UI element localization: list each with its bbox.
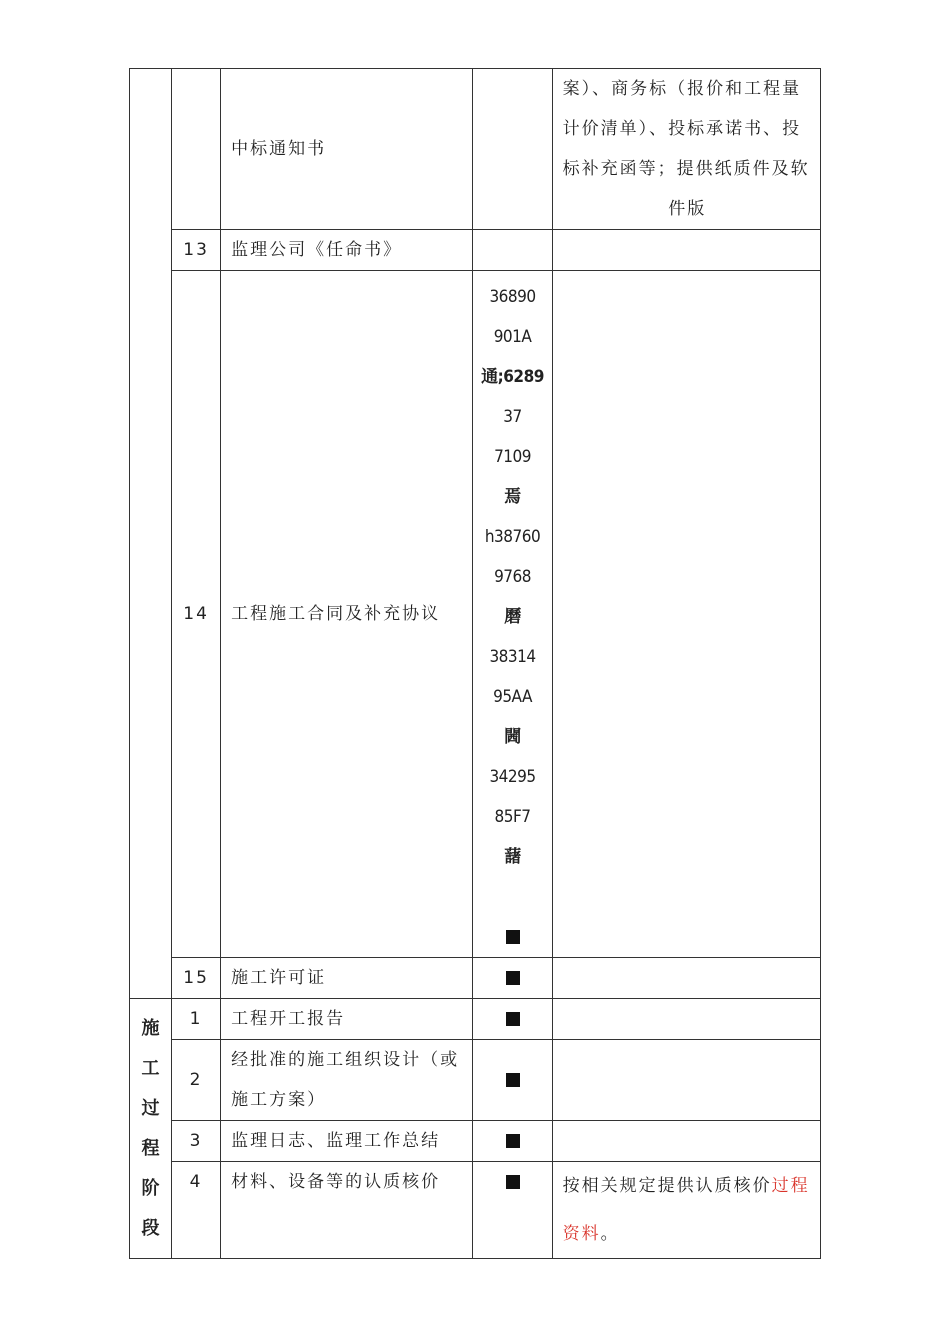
code-line: 焉	[504, 487, 521, 507]
code-cell	[473, 271, 552, 958]
item-name: 工程施工合同及补充协议	[221, 271, 473, 958]
item-name	[221, 1040, 473, 1121]
stage-label: 施 工 过 程 阶 段	[141, 1017, 160, 1239]
note-line: 件版	[668, 199, 707, 219]
item-name: 材料、设备等的认质核价	[221, 1162, 473, 1259]
item-name: 工程开工报告	[221, 999, 473, 1040]
item-name-line: 经批准的施工组织设计（或	[231, 1050, 460, 1070]
note-text	[563, 69, 812, 229]
code-line: 閪	[504, 727, 521, 747]
filled-square-icon	[473, 917, 551, 957]
table-row	[130, 230, 821, 271]
item-name: 监理公司《任命书》	[221, 230, 473, 271]
item-note	[552, 999, 820, 1040]
item-name: 中标通知书	[221, 69, 473, 230]
table-row	[130, 271, 821, 958]
code-list	[473, 277, 551, 957]
row-number	[172, 69, 221, 230]
code-cell	[473, 1162, 552, 1259]
note-text: 按相关规定提供认质核价过程 资料。	[562, 1176, 810, 1244]
code-line: 34295	[489, 767, 536, 787]
highlighted-text: 资料	[562, 1224, 601, 1244]
row-number: 15	[172, 958, 221, 999]
code-cell	[473, 1040, 552, 1121]
filled-square-icon	[506, 1134, 520, 1148]
code-cell	[473, 230, 552, 271]
code-cell	[473, 999, 552, 1040]
item-note	[552, 230, 820, 271]
table-row	[130, 958, 821, 999]
note-line: 计价清单）、投标承诺书、投	[562, 119, 802, 139]
code-line: h38760	[484, 527, 541, 547]
code-cell	[473, 958, 552, 999]
table-row	[130, 1040, 821, 1121]
row-number: 2	[172, 1040, 221, 1121]
highlighted-text: 过程	[771, 1176, 810, 1196]
item-name: 监理日志、监理工作总结	[221, 1121, 473, 1162]
table-row	[130, 1121, 821, 1162]
filled-square-icon	[506, 1175, 520, 1189]
item-name: 施工许可证	[221, 958, 473, 999]
item-note	[552, 69, 820, 230]
code-line: 38314	[489, 647, 536, 667]
code-cell	[473, 1121, 552, 1162]
note-line: 案）、商务标（报价和工程量	[562, 79, 802, 99]
code-line: 85F7	[494, 807, 531, 827]
stage-cell	[130, 999, 172, 1259]
code-line: 7109	[494, 447, 531, 467]
item-name-line: 施工方案）	[231, 1090, 327, 1110]
item-note	[552, 1040, 820, 1121]
filled-square-icon	[506, 971, 520, 985]
code-cell	[473, 69, 552, 230]
table-row	[130, 999, 821, 1040]
stage-cell-blank	[130, 69, 172, 999]
code-line: 9768	[494, 567, 531, 587]
code-line: 36890	[489, 287, 536, 307]
row-number: 3	[172, 1121, 221, 1162]
row-number: 1	[172, 999, 221, 1040]
code-line: 37	[503, 407, 522, 427]
code-line: 95AA	[493, 687, 532, 707]
note-line: 标补充函等；提供纸质件及软	[562, 159, 810, 179]
item-note	[552, 1162, 820, 1259]
table-row	[130, 69, 821, 230]
item-note	[552, 1121, 820, 1162]
code-line: 藷	[504, 847, 521, 867]
code-line: 901A	[493, 327, 532, 347]
item-note	[552, 958, 820, 999]
row-number: 4	[172, 1162, 221, 1259]
item-note	[552, 271, 820, 958]
row-number: 13	[172, 230, 221, 271]
row-number: 14	[172, 271, 221, 958]
filled-square-icon	[506, 1073, 520, 1087]
document-table	[129, 68, 821, 1259]
code-line: 磿	[504, 607, 521, 627]
code-line: 通;6289	[481, 367, 544, 387]
table-row	[130, 1162, 821, 1259]
filled-square-icon	[506, 1012, 520, 1026]
